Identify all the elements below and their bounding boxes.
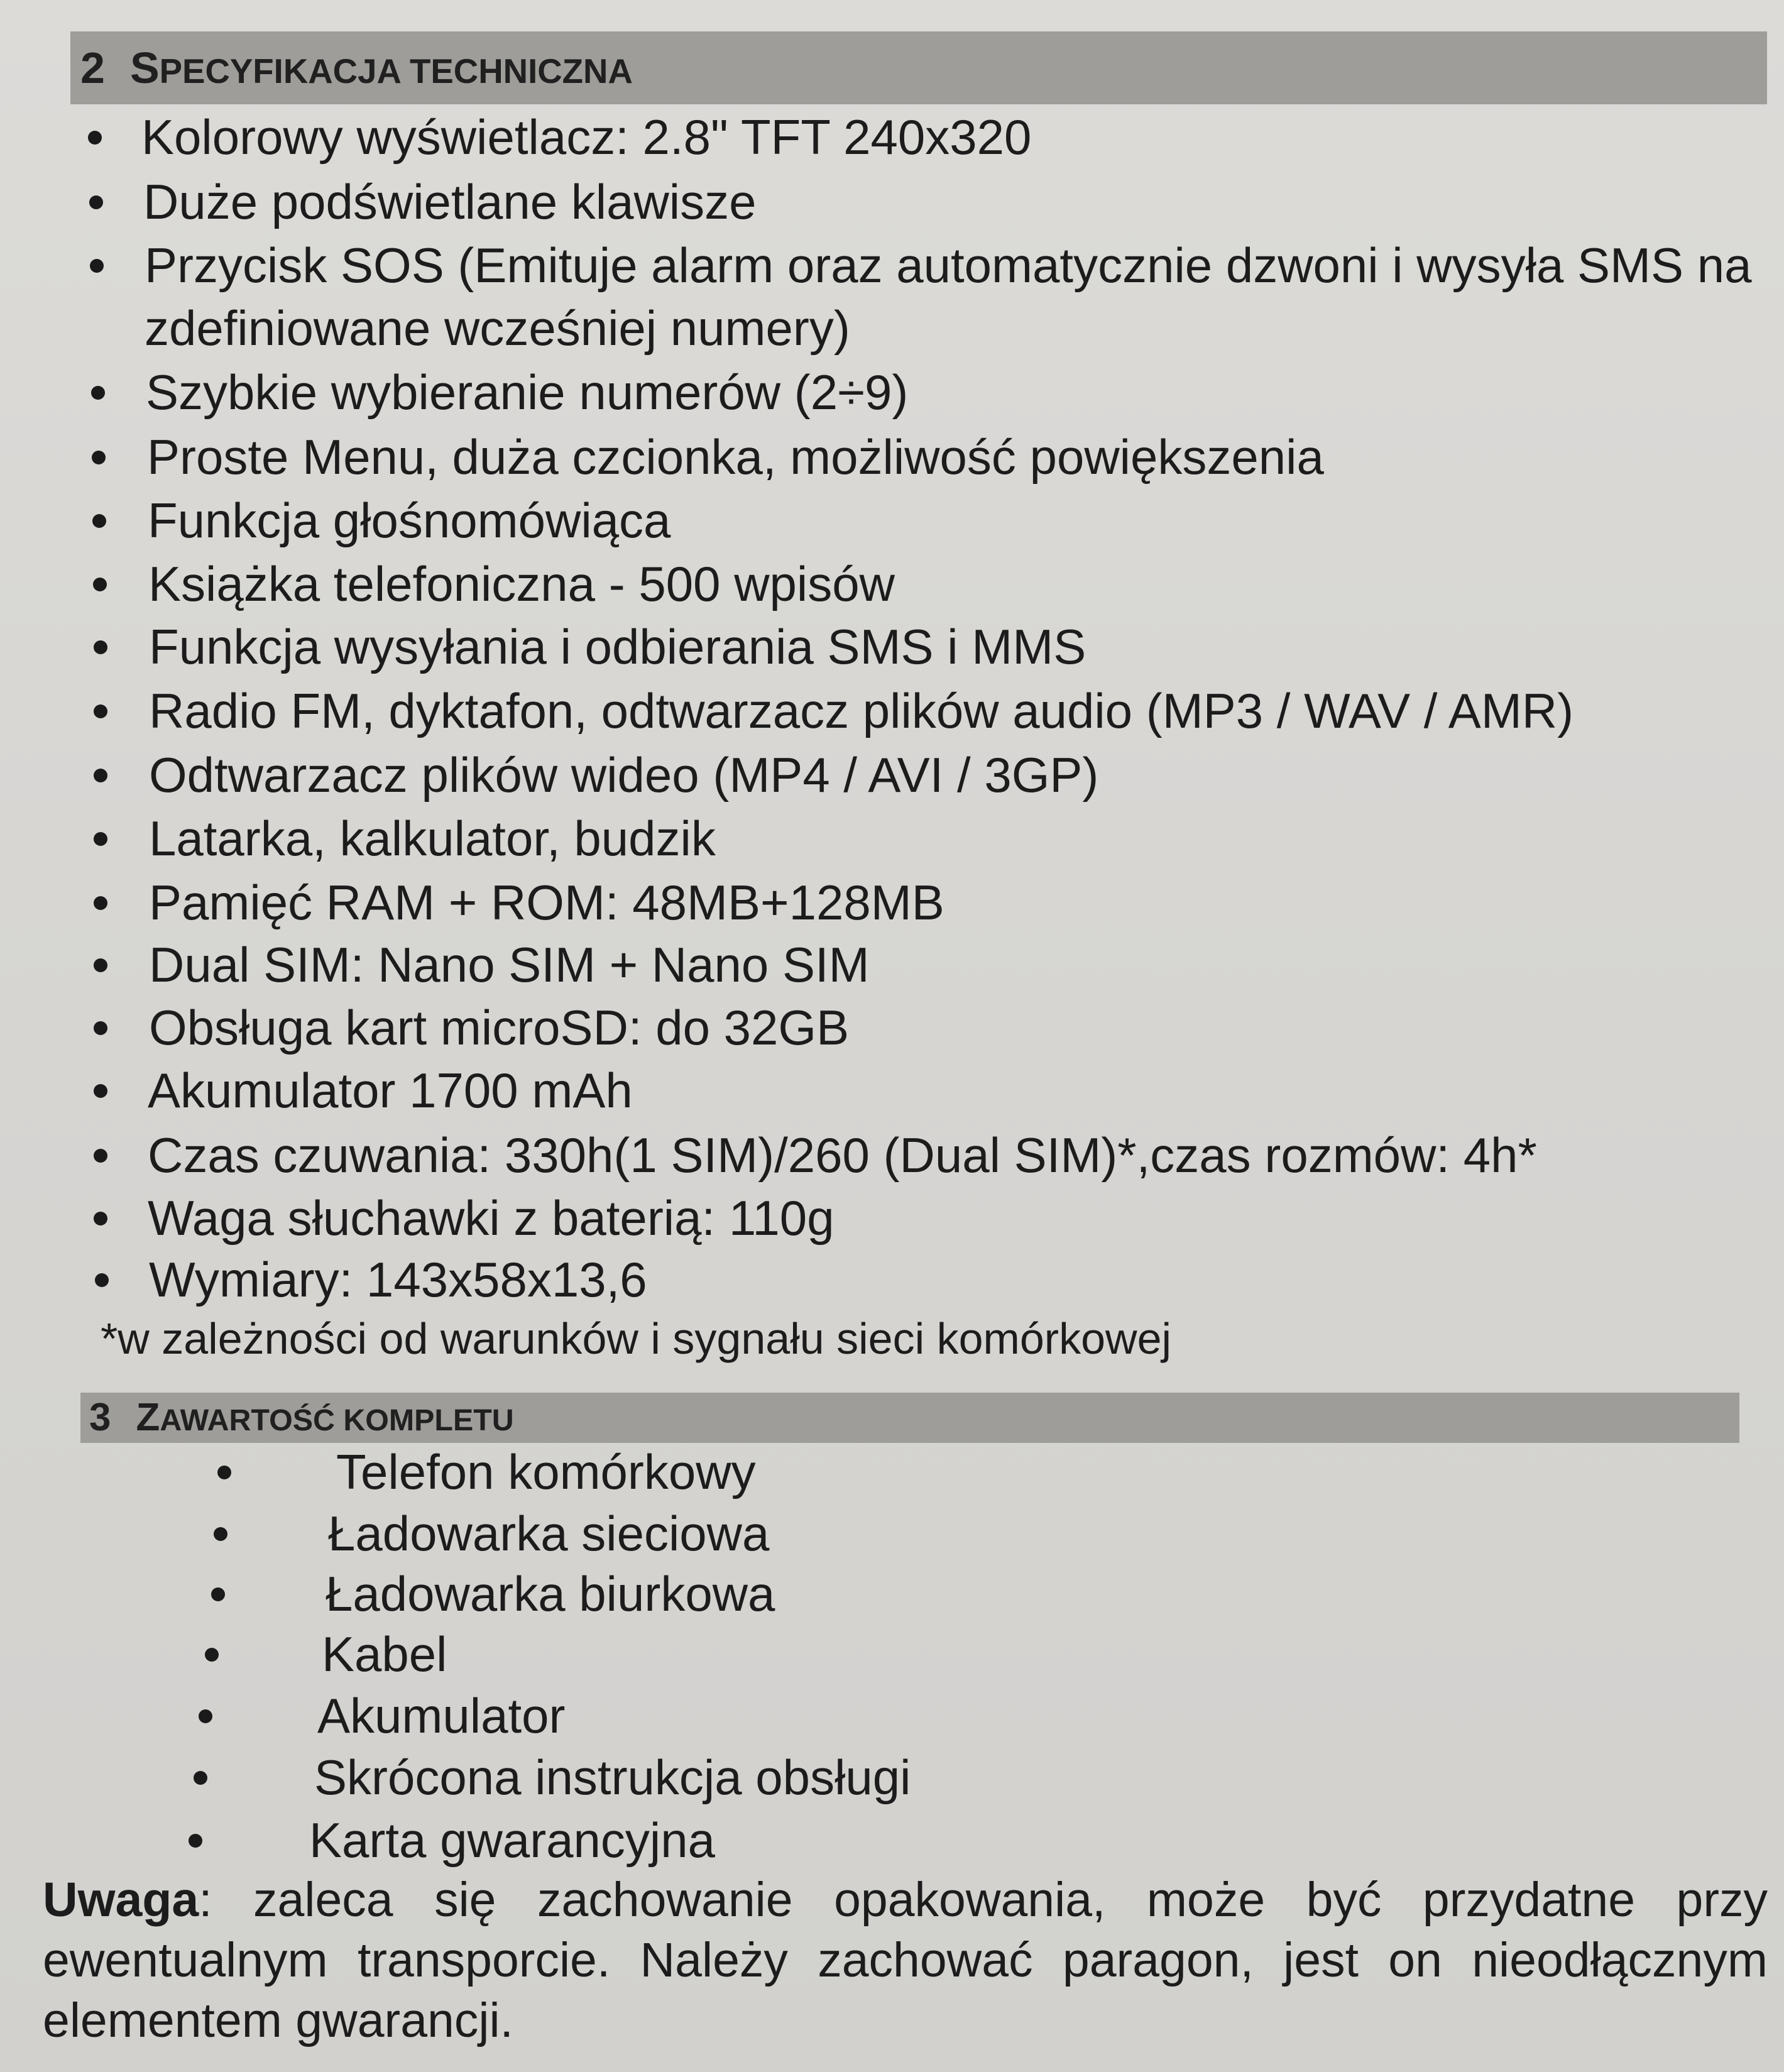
warning-note: [43, 1870, 1768, 2051]
bullet: [92, 514, 106, 528]
section-number: 3: [89, 1396, 111, 1439]
bullet: [94, 958, 107, 972]
bullet: [217, 1466, 231, 1479]
bullet: [95, 1273, 109, 1287]
bullet: [94, 640, 107, 654]
bullet: [194, 1771, 207, 1785]
footnote: *w zależności od warunków i sygnału sieci komórkowej: [101, 1314, 1172, 1363]
note-text: : zaleca się zachowanie opakowania, może być przydatne przy ewentualnym transporcie. Należy zachować paragon, jest on nieodłącznym elementem gwarancji.: [43, 1873, 1768, 2047]
section-title: AWARTOŚĆ KOMPLETU: [160, 1403, 514, 1437]
bullet: [189, 1834, 202, 1848]
section-header-specs: [70, 31, 1767, 104]
bullet: [92, 451, 106, 464]
bullet: [94, 1084, 107, 1098]
section-title-initial: S: [129, 43, 160, 92]
bullet: [199, 1709, 212, 1723]
bullet: [90, 259, 104, 273]
section-number: 2: [80, 43, 105, 92]
bullet: [94, 896, 107, 910]
bullet: [91, 386, 105, 400]
bullet: [211, 1587, 225, 1601]
note-label: Uwaga: [43, 1873, 199, 1927]
bullet: [205, 1648, 219, 1662]
bullet: [89, 195, 103, 209]
bullet: [88, 131, 102, 145]
bullet: [94, 1212, 107, 1225]
bullet: [94, 832, 107, 846]
section-header-contents: [80, 1393, 1739, 1443]
document-page: 2 SPECYFIKACJA TECHNICZNA Kolorowy wyświetlacz: 2.8" TFT 240x320 Duże podświetlane klawisze Przycisk SOS (Emituje alarm oraz automatycznie dzwoni i wysyła SMS na zdefiniowane wcześniej numery) Szybkie wybieranie numerów (2÷9) Proste Menu, duża czcionka, możliwość powiększenia Funkcja głośnomówiąca Książka telefoniczna - 500 wpisów Funkcja wysyłania i odbierania SMS i MMS Radio FM, dyktafon, odtwarzacz plików audio (MP3 / WAV / AMR) Odtwarzacz plików wideo (MP4 / AVI / 3GP) Latarka, kalkulator, budzik Pamięć RAM + ROM: 48MB+128MB Dual SIM: Nano SIM + Nano SIM Obsługa kart microSD: do 32GB Akumulator 1700 mAh Czas czuwania: 330h(1 SIM)/260 (Dual SIM)*,czas rozmów: 4h* Waga słuchawki z baterią: 110g Wymiary: 143x58x13,6 *w zależności od warunków i sygnału sieci komórkowej 3 ZAWARTOŚĆ KOMPLETU Telefon komórkowy Ładowarka sieciowa Ładowarka biurkowa Kabel Akumulator Skrócona instrukcja obsługi Karta gwarancyjna Uwaga: zaleca się zachowanie opakowania, może być przydatne przy ewentualnym transporcie. Należy zachować paragon, jest on nieodłącznym elementem gwarancji.: [0, 0, 1784, 2072]
bullet: [94, 769, 107, 782]
bullet: [94, 704, 107, 718]
bullet: [94, 1021, 107, 1035]
section-title: PECYFIKACJA TECHNICZNA: [159, 52, 633, 90]
bullet: [93, 578, 107, 591]
bullet: [94, 1149, 107, 1163]
bullet: [214, 1527, 227, 1541]
section-title-initial: Z: [136, 1396, 160, 1439]
